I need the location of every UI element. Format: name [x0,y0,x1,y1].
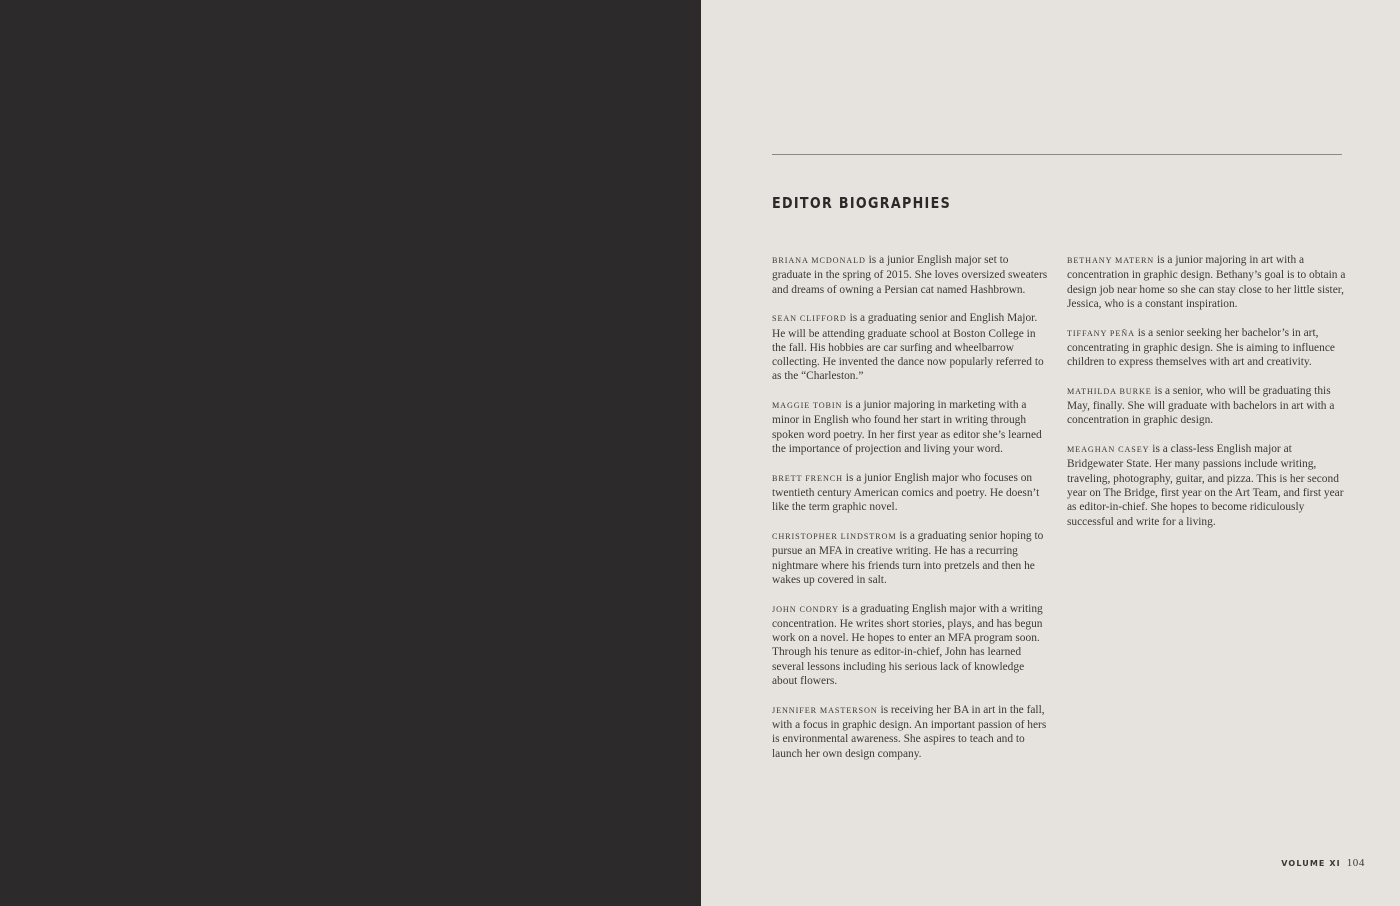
bio-name: CHRISTOPHER LINDSTROM [772,532,897,542]
bio-name: JENNIFER MASTERSON [772,705,878,715]
bio-text: is a graduating English major with a writing concentration. He writes short stories, plays, and has begun work on a novel. He hopes to enter an MFA program soon. Through his tenure as editor-in-chief, John has learned several lessons including his serious lack of knowledge about flowers. [772,602,1043,688]
bio-name: SEAN CLIFFORD [772,314,847,324]
bio-paragraph [772,471,1050,515]
bio-paragraph [772,703,1050,761]
bio-text: is receiving her BA in art in the fall, with a focus in graphic design. An important passion of hers is environmental awareness. She aspires to teach and to launch her own design company. [772,703,1047,760]
page-title: EDITOR BIOGRAPHIES [772,194,952,212]
bio-name: MATHILDA BURKE [1067,386,1152,396]
page-footer [1281,853,1365,871]
bio-paragraph [772,529,1050,587]
bio-text: is a class-less English major at Bridgewater State. Her many passions include writing, traveling, photography, guitar, and pizza. This is her second year on The Bridge, first year on the Art Team, and first year as editor-in-chief. She hopes to become ridiculously successful and write for a living. [1067,443,1344,528]
bio-paragraph [1067,253,1347,311]
bio-text: is a junior majoring in art with a concentration in graphic design. Bethany’s goal is to obtain a design job near home so she can stay close to her little sister, Jessica, who is a constant inspiration. [1067,254,1346,310]
bio-name: BRETT FRENCH [772,473,843,483]
bio-text: is a senior seeking her bachelor’s in art, concentrating in graphic design. She is aiming to influence children to express themselves with art and creativity. [1067,326,1335,369]
bio-name: JOHN CONDRY [772,604,839,614]
volume-label: VOLUME XI [1281,859,1341,868]
bio-paragraph [772,311,1050,383]
bio-name: BRIANA MCDONALD [772,256,866,265]
bio-text: is a graduating senior hoping to pursue an MFA in creative writing. He has a recurring nightmare where his friends turn into pretzels and then he wakes up covered in salt. [772,530,1044,586]
bio-paragraph [1067,384,1347,428]
bio-name: MEAGHAN CASEY [1067,445,1150,455]
bio-paragraph [772,253,1050,297]
header-rule [772,154,1342,155]
bio-text: is a junior English major who focuses on twentieth century American comics and poetry. He doesn’t like the term graphic novel. [772,471,1040,514]
bio-paragraph [772,398,1050,456]
page-number: 104 [1346,857,1365,869]
bio-name: MAGGIE TOBIN [772,401,843,411]
bio-column-left [772,253,1050,775]
bio-text: is a junior majoring in marketing with a minor in English who found her start in writing through spoken word poetry. In her first year as editor she’s learned the importance of projection and living your word. [772,399,1042,456]
bio-text: is a junior English major set to graduate in the spring of 2015. She loves oversized sweaters and dreams of owning a Persian cat named Hashbrown. [772,254,1048,296]
bio-paragraph [772,602,1050,689]
bio-name: BETHANY MATERN [1067,256,1155,265]
bio-column-right [1067,253,1347,543]
bio-paragraph [1067,326,1347,370]
bio-paragraph [1067,442,1347,529]
bio-text: is a graduating senior and English Major. He will be attending graduate school at Boston College in the fall. His hobbies are car surfing and wheelbarrow collecting. He invented the dance now popularly referred to as the “Charleston.” [772,312,1044,383]
bio-name: TIFFANY PEÑA [1067,328,1135,338]
bio-text: is a senior, who will be graduating this May, finally. She will graduate with bachelors in art with a concentration in graphic design. [1067,384,1335,427]
